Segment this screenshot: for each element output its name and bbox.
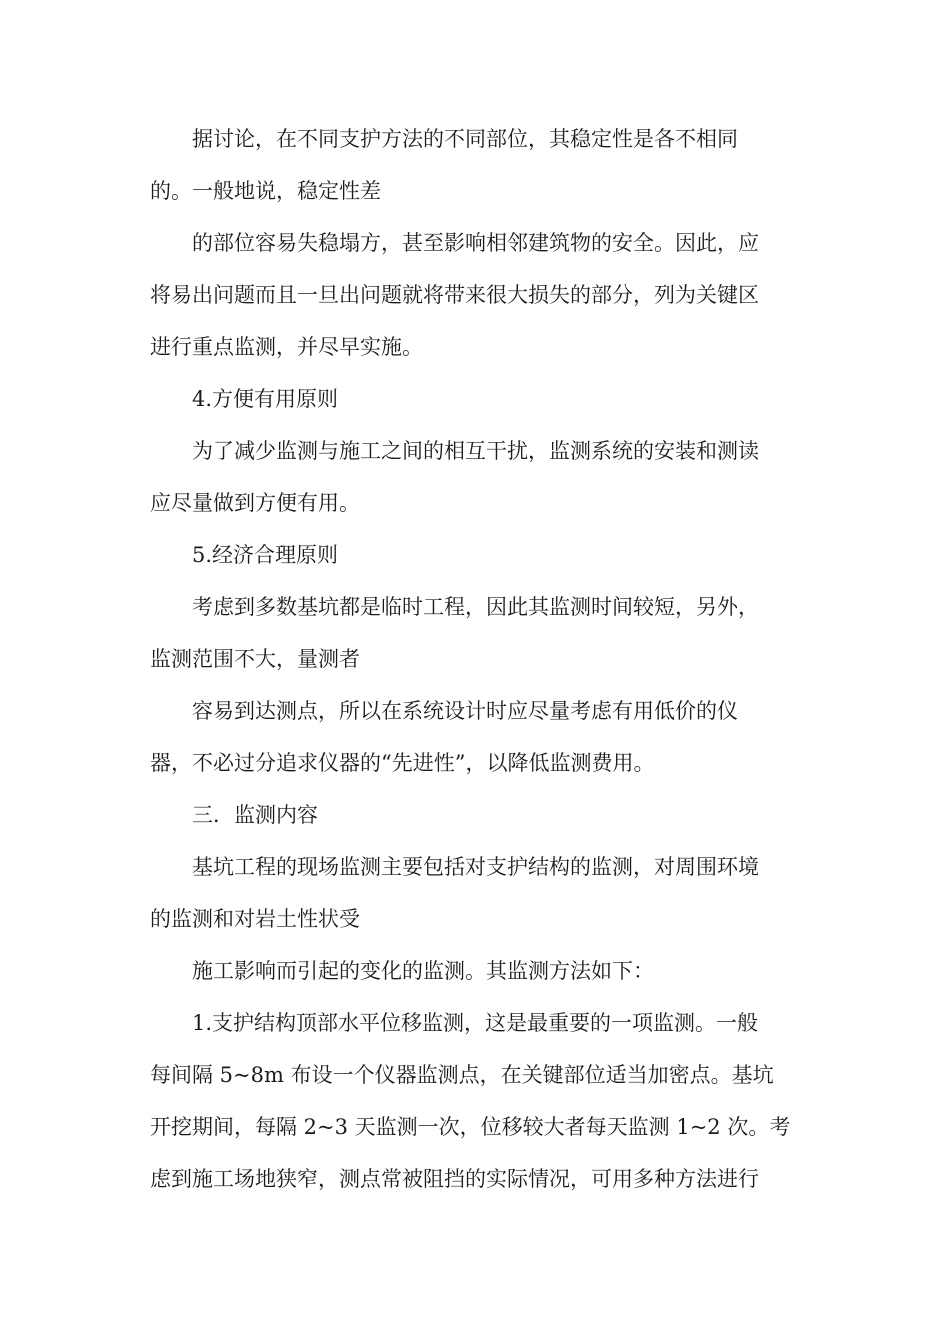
paragraph-monitoring-methods [150, 945, 802, 997]
text-line: 监测范围不大，量测者 [150, 647, 360, 671]
text-line: 开挖期间，每隔 2~3 天监测一次，位移较大者每天监测 1~2 次。考 [150, 1115, 791, 1139]
paragraph-instruments [150, 685, 802, 789]
text-line: 5.经济合理原则 [192, 543, 339, 567]
heading-monitoring-content [150, 789, 802, 841]
text-line: 虑到施工场地狭窄，测点常被阻挡的实际情况，可用多种方法进行 [150, 1167, 759, 1191]
text-line: 的监测和对岩土性状受 [150, 907, 360, 931]
text-line: 每间隔 5~8m 布设一个仪器监测点，在关键部位适当加密点。基坑 [150, 1063, 774, 1087]
text-line: 应尽量做到方便有用。 [150, 491, 360, 515]
paragraph-key-areas [150, 217, 802, 373]
text-line: 三．监测内容 [192, 803, 318, 827]
text-line: 的。一般地说，稳定性差 [150, 179, 381, 203]
text-line: 4.方便有用原则 [192, 387, 339, 411]
text-line: 进行重点监测，并尽早实施。 [150, 335, 423, 359]
paragraph-monitoring-scope [150, 841, 802, 945]
heading-economic-principle [150, 529, 802, 581]
text-line: 为了减少监测与施工之间的相互干扰，监测系统的安装和测读 [192, 439, 759, 463]
heading-convenience-principle [150, 373, 802, 425]
text-line: 的部位容易失稳塌方，甚至影响相邻建筑物的安全。因此，应 [192, 231, 759, 255]
text-line: 器，不必过分追求仪器的“先进性”，以降低监测费用。 [150, 751, 655, 775]
text-line: 据讨论，在不同支护方法的不同部位，其稳定性是各不相同 [192, 127, 738, 151]
document-body [150, 113, 802, 1205]
paragraph-horizontal-displacement [150, 997, 802, 1205]
paragraph-convenience [150, 425, 802, 529]
text-line: 考虑到多数基坑都是临时工程，因此其监测时间较短，另外， [192, 595, 759, 619]
text-line: 施工影响而引起的变化的监测。其监测方法如下： [192, 959, 654, 983]
paragraph-stability [150, 113, 802, 217]
text-line: 基坑工程的现场监测主要包括对支护结构的监测，对周围环境 [192, 855, 759, 879]
text-line: 容易到达测点，所以在系统设计时应尽量考虑有用低价的仪 [192, 699, 738, 723]
paragraph-economic [150, 581, 802, 685]
text-line: 将易出问题而且一旦出问题就将带来很大损失的部分，列为关键区 [150, 283, 759, 307]
text-line: 1.支护结构顶部水平位移监测，这是最重要的一项监测。一般 [192, 1011, 759, 1035]
